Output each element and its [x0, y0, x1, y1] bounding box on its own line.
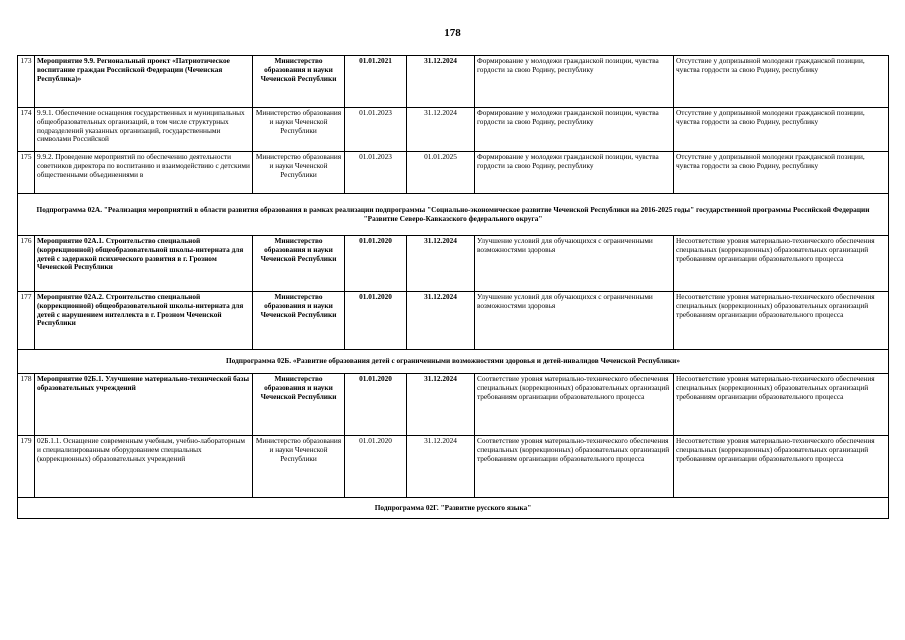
measure-title-text: 9.9.2. Проведение мероприятий по обеспечению деятельности советников директора по воспитанию и взаимодействию с детскими общественными объединениями в	[37, 153, 250, 179]
measure-title	[35, 108, 253, 152]
row-number	[18, 236, 35, 292]
measure-title	[35, 236, 253, 292]
responsible-organization-text: Министерство образования и науки Чеченской Республики	[260, 57, 337, 83]
non-implementation-consequence-text: Отсутствие у допризывной молодежи гражданской позиции, чувства гордости за свою Родину, республику	[676, 109, 865, 126]
row-number-text: 175	[20, 153, 32, 161]
row-number-text: 177	[20, 293, 32, 301]
row-number-text: 179	[20, 437, 32, 445]
subprogram-row	[18, 350, 889, 374]
non-implementation-consequence	[674, 236, 889, 292]
end-date-text: 31.12.2024	[424, 375, 457, 383]
measure-title-text: Мероприятие 02Б.1. Улучшение материально-технической базы образовательных учреждений	[37, 375, 250, 392]
expected-result	[475, 56, 674, 108]
non-implementation-consequence	[674, 436, 889, 498]
table-row	[18, 292, 889, 350]
end-date	[407, 374, 475, 436]
start-date-text: 01.01.2021	[359, 57, 392, 65]
row-number	[18, 292, 35, 350]
non-implementation-consequence	[674, 152, 889, 194]
measure-title	[35, 152, 253, 194]
non-implementation-consequence-text: Несоответствие уровня материально-технического обеспечения специальных (коррекционных) образовательных организаций требованиям организации образовательного процесса	[676, 375, 875, 401]
start-date-text: 01.01.2020	[359, 375, 392, 383]
end-date	[407, 436, 475, 498]
subprogram-title: Подпрограмма 02А. "Реализация мероприятий в области развития образования в рамках реализации подпрограммы "Социально-экономическое развитие Чеченской Республики на 2016-2025 годы" государственной программы Российской Федерации "Развитие Северо-Кавказского федерального округа"	[18, 194, 889, 236]
table-row	[18, 152, 889, 194]
expected-result	[475, 292, 674, 350]
table-row	[18, 236, 889, 292]
start-date-text: 01.01.2020	[359, 237, 392, 245]
measure-title	[35, 56, 253, 108]
non-implementation-consequence-text: Отсутствие у допризывной молодежи гражданской позиции, чувства гордости за свою Родину, республику	[676, 57, 865, 74]
subprogram-row	[18, 498, 889, 519]
row-number	[18, 56, 35, 108]
page-number: 178	[444, 27, 461, 39]
row-number	[18, 374, 35, 436]
end-date-text: 31.12.2024	[424, 57, 457, 65]
expected-result-text: Формирование у молодежи гражданской позиции, чувства гордости за свою Родину, республику	[477, 109, 659, 126]
end-date-text: 01.01.2025	[424, 153, 457, 161]
end-date-text: 31.12.2024	[424, 237, 457, 245]
responsible-organization	[253, 152, 345, 194]
subprogram-title: Подпрограмма 02Г. "Развитие русского языка"	[18, 498, 889, 519]
start-date-text: 01.01.2023	[359, 153, 392, 161]
start-date	[345, 108, 407, 152]
end-date	[407, 108, 475, 152]
subprogram-row	[18, 194, 889, 236]
expected-result	[475, 108, 674, 152]
responsible-organization	[253, 236, 345, 292]
end-date	[407, 56, 475, 108]
end-date	[407, 292, 475, 350]
measure-title-text: 9.9.1. Обеспечение оснащения государственных и муниципальных общеобразовательных организаций, в том числе структурных подразделений указанных организаций, государственными символами Российской	[37, 109, 245, 144]
non-implementation-consequence	[674, 108, 889, 152]
responsible-organization	[253, 436, 345, 498]
row-number	[18, 152, 35, 194]
responsible-organization-text: Министерство образования и науки Чеченской Республики	[260, 237, 337, 263]
start-date	[345, 374, 407, 436]
responsible-organization	[253, 56, 345, 108]
row-number-text: 178	[20, 375, 32, 383]
end-date	[407, 236, 475, 292]
measure-title-text: Мероприятие 02А.2. Строительство специальной (коррекционной) общеобразовательной школы-интерната для детей с нарушением интеллекта в г. Грозном Чеченской Республики	[37, 293, 244, 328]
row-number-text: 176	[20, 237, 32, 245]
program-table	[17, 55, 889, 519]
non-implementation-consequence-text: Несоответствие уровня материально-технического обеспечения специальных (коррекционных) образовательных организаций требованиям организации образовательного процесса	[676, 293, 875, 319]
end-date-text: 31.12.2024	[424, 293, 457, 301]
start-date	[345, 56, 407, 108]
measure-title	[35, 436, 253, 498]
expected-result-text: Формирование у молодежи гражданской позиции, чувства гордости за свою Родину, республику	[477, 57, 659, 74]
end-date	[407, 152, 475, 194]
expected-result-text: Формирование у молодежи гражданской позиции, чувства гордости за свою Родину, республику	[477, 153, 659, 170]
table-row	[18, 436, 889, 498]
start-date	[345, 236, 407, 292]
expected-result-text: Соответствие уровня материально-технического обеспечения специальных (коррекционных) образовательных организаций требованиям организации образовательного процесса	[477, 437, 670, 463]
end-date-text: 31.12.2024	[424, 437, 457, 445]
responsible-organization	[253, 108, 345, 152]
row-number-text: 174	[20, 109, 32, 117]
table-row	[18, 56, 889, 108]
expected-result-text: Улучшение условий для обучающихся с ограниченными возможностями здоровья	[477, 237, 653, 254]
non-implementation-consequence-text: Несоответствие уровня материально-технического обеспечения специальных (коррекционных) образовательных организаций требованиям организации образовательного процесса	[676, 437, 875, 463]
responsible-organization-text: Министерство образования и науки Чеченской Республики	[260, 375, 337, 401]
start-date-text: 01.01.2023	[359, 109, 392, 117]
start-date	[345, 436, 407, 498]
measure-title-text: 02Б.1.1. Оснащение современным учебным, учебно-лабораторным и специализированным оборудованием специальных (коррекционных) образовательных учреждений	[37, 437, 246, 463]
table-row	[18, 108, 889, 152]
start-date-text: 01.01.2020	[359, 437, 392, 445]
non-implementation-consequence	[674, 374, 889, 436]
non-implementation-consequence-text: Отсутствие у допризывной молодежи гражданской позиции, чувства гордости за свою Родину, республику	[676, 153, 865, 170]
start-date	[345, 292, 407, 350]
expected-result	[475, 436, 674, 498]
start-date-text: 01.01.2020	[359, 293, 392, 301]
measure-title	[35, 374, 253, 436]
row-number	[18, 436, 35, 498]
measure-title-text: Мероприятие 02А.1. Строительство специальной (коррекционной) общеобразовательной школы-интерната для детей с задержкой психического развития в г. Грозном Чеченской Республики	[37, 237, 244, 272]
responsible-organization-text: Министерство образования и науки Чеченской Республики	[255, 153, 342, 179]
non-implementation-consequence	[674, 292, 889, 350]
non-implementation-consequence-text: Несоответствие уровня материально-технического обеспечения специальных (коррекционных) образовательных организаций требованиям организации образовательного процесса	[676, 237, 875, 263]
non-implementation-consequence	[674, 56, 889, 108]
responsible-organization-text: Министерство образования и науки Чеченской Республики	[255, 437, 342, 463]
responsible-organization	[253, 292, 345, 350]
expected-result	[475, 236, 674, 292]
measure-title-text: Мероприятие 9.9. Региональный проект «Патриотическое воспитание граждан Российской Федерации (Чеченская Республика)»	[37, 57, 230, 83]
expected-result-text: Улучшение условий для обучающихся с ограниченными возможностями здоровья	[477, 293, 653, 310]
expected-result	[475, 374, 674, 436]
end-date-text: 31.12.2024	[424, 109, 457, 117]
measure-title	[35, 292, 253, 350]
start-date	[345, 152, 407, 194]
subprogram-title: Подпрограмма 02Б. «Развитие образования детей с ограниченными возможностями здоровья и детей-инвалидов Чеченской Республики»	[18, 350, 889, 374]
expected-result-text: Соответствие уровня материально-технического обеспечения специальных (коррекционных) образовательных организаций требованиям организации образовательного процесса	[477, 375, 670, 401]
responsible-organization-text: Министерство образования и науки Чеченской Республики	[255, 109, 342, 135]
responsible-organization	[253, 374, 345, 436]
responsible-organization-text: Министерство образования и науки Чеченской Республики	[260, 293, 337, 319]
expected-result	[475, 152, 674, 194]
table-row	[18, 374, 889, 436]
row-number	[18, 108, 35, 152]
row-number-text: 173	[20, 57, 32, 65]
